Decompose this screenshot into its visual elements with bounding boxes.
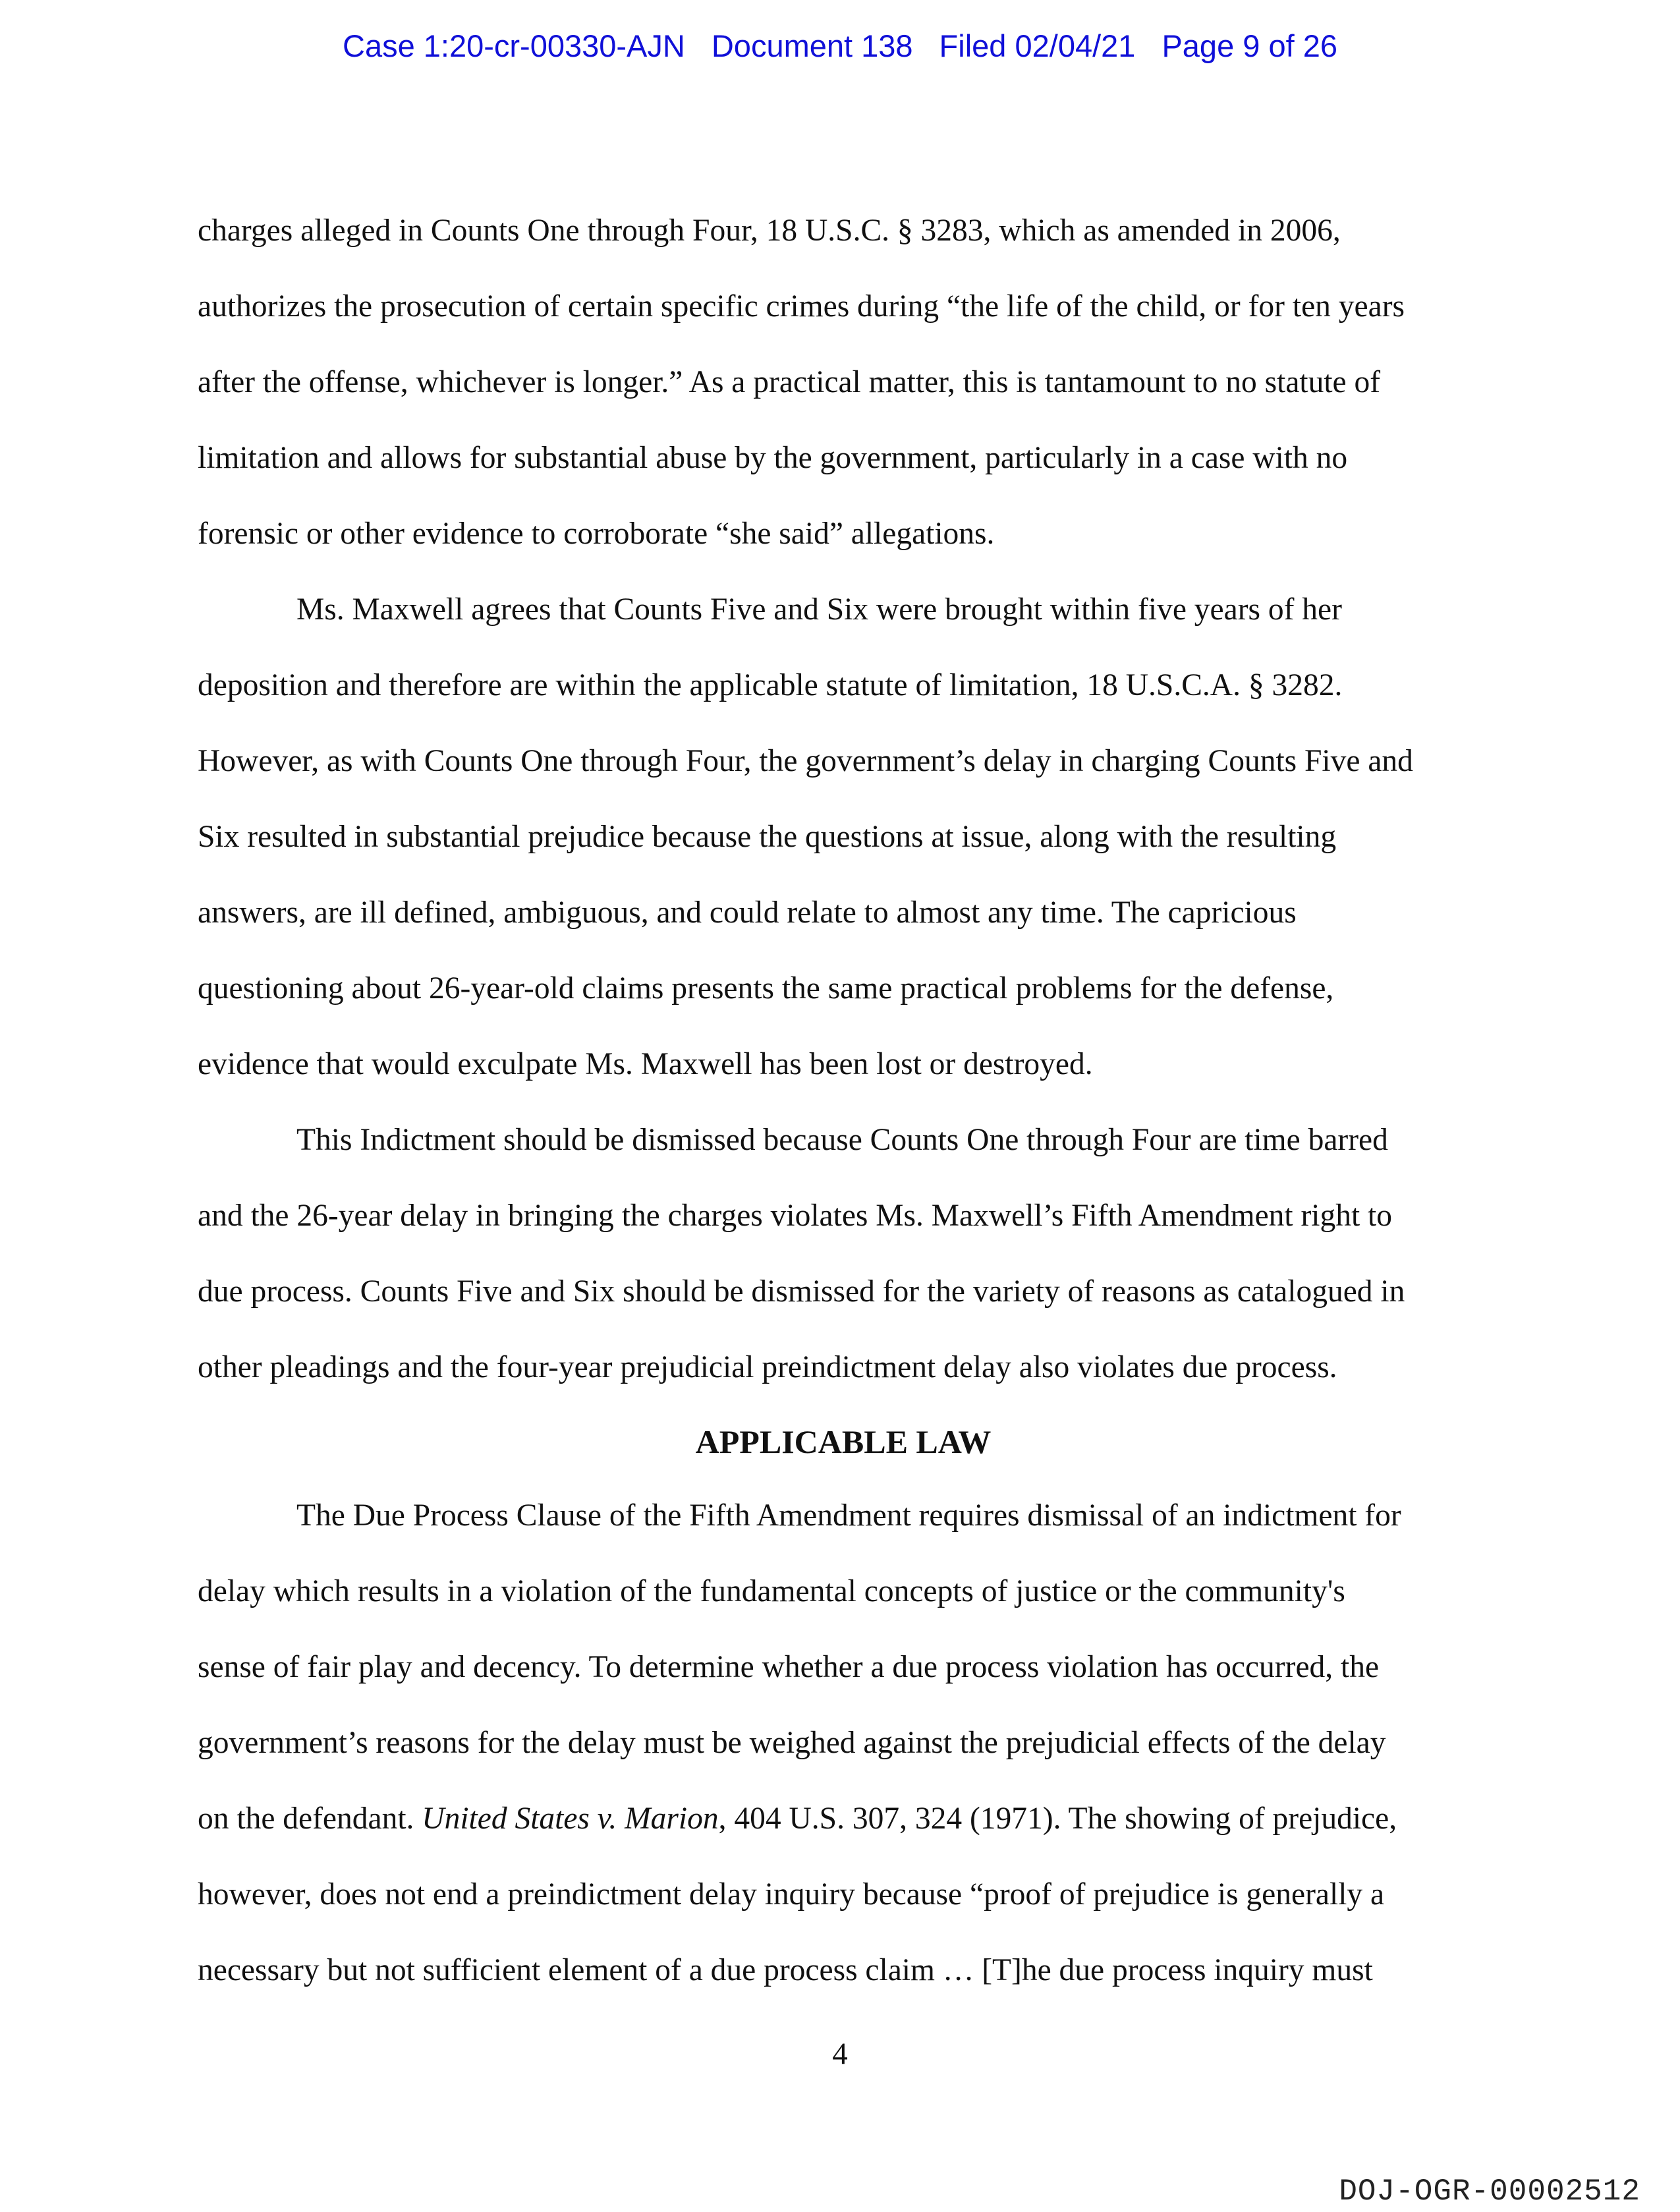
text-line: necessary but not sufficient element of a due process claim … [T]he due process inquiry must	[198, 1953, 1373, 1987]
citation-lead-in: on the defendant.	[198, 1801, 422, 1836]
filed-date: Filed 02/04/21	[939, 28, 1136, 63]
page-of-total: Page 9 of 26	[1162, 28, 1337, 63]
text-line: sense of fair play and decency. To determine whether a due process violation has occurred, the	[198, 1650, 1380, 1684]
text-line: This Indictment should be dismissed because Counts One through Four are time barred	[296, 1123, 1388, 1157]
text-line: answers, are ill defined, ambiguous, and could relate to almost any time. The capricious	[198, 895, 1297, 930]
paragraph-counts-five-six	[198, 572, 1489, 1102]
text-line: The Due Process Clause of the Fifth Amendment requires dismissal of an indictment for	[296, 1498, 1401, 1533]
citation-reporter: , 404 U.S. 307, 324 (1971). The showing of prejudice,	[718, 1801, 1397, 1836]
text-line: forensic or other evidence to corroborate “she said” allegations.	[198, 517, 995, 551]
text-line: limitation and allows for substantial abuse by the government, particularly in a case with no	[198, 441, 1348, 475]
text-line: however, does not end a preindictment delay inquiry because “proof of prejudice is generally a	[198, 1877, 1385, 1912]
page-number: 4	[832, 2037, 848, 2071]
case-number: Case 1:20-cr-00330-AJN	[343, 28, 685, 63]
text-line: other pleadings and the four-year prejudicial preindictment delay also violates due process.	[198, 1350, 1337, 1384]
text-line: due process. Counts Five and Six should be dismissed for the variety of reasons as catalogued in	[198, 1274, 1405, 1309]
text-line: after the offense, whichever is longer.” As a practical matter, this is tantamount to no statute of	[198, 365, 1381, 399]
paragraph-due-process	[198, 1478, 1489, 2008]
ecf-filing-header	[0, 28, 1680, 64]
text-line: government’s reasons for the delay must be weighed against the prejudicial effects of the delay	[198, 1726, 1386, 1760]
text-line: authorizes the prosecution of certain specific crimes during “the life of the child, or for ten years	[198, 289, 1405, 324]
document-body	[198, 193, 1489, 2008]
text-line: deposition and therefore are within the applicable statute of limitation, 18 U.S.C.A. § 3282.	[198, 668, 1343, 702]
paragraph-statute-limitations	[198, 193, 1489, 572]
case-citation-name: United States v. Marion	[422, 1801, 719, 1836]
text-line-with-citation	[198, 1781, 1489, 1857]
text-line: charges alleged in Counts One through Four, 18 U.S.C. § 3283, which as amended in 2006,	[198, 213, 1341, 248]
bates-stamp: DOJ-OGR-00002512	[1339, 2174, 1640, 2209]
text-line: and the 26-year delay in bringing the charges violates Ms. Maxwell’s Fifth Amendment right to	[198, 1199, 1393, 1233]
paragraph-dismissal-conclusion	[198, 1102, 1489, 1405]
text-line: evidence that would exculpate Ms. Maxwell has been lost or destroyed.	[198, 1047, 1093, 1081]
text-line: questioning about 26-year-old claims presents the same practical problems for the defense,	[198, 971, 1334, 1006]
text-line: Six resulted in substantial prejudice because the questions at issue, along with the resulting	[198, 820, 1337, 854]
text-line: delay which results in a violation of the fundamental concepts of justice or the community's	[198, 1574, 1345, 1608]
text-line: Ms. Maxwell agrees that Counts Five and Six were brought within five years of her	[296, 592, 1342, 627]
document-number: Document 138	[711, 28, 913, 63]
section-heading: APPLICABLE LAW	[695, 1423, 992, 1460]
text-line: However, as with Counts One through Four, the government’s delay in charging Counts Five and	[198, 744, 1413, 778]
